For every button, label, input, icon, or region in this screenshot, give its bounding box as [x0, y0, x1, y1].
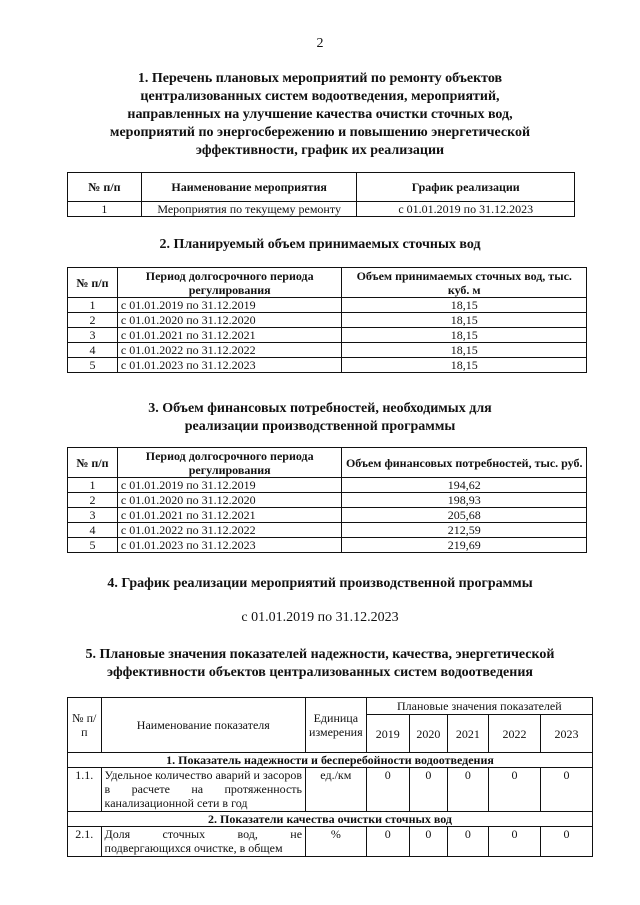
section-2-title-text: 2. Планируемый объем принимаемых сточных вод — [159, 237, 481, 252]
table-row — [68, 508, 587, 523]
cell-period: с 01.01.2021 по 31.12.2021 — [117, 508, 342, 523]
cell-volume: 18,15 — [342, 358, 587, 373]
cell-period: с 01.01.2020 по 31.12.2020 — [117, 493, 342, 508]
group-title: 2. Показатели качества очистки сточных вод — [68, 812, 593, 827]
cell-value: 0 — [409, 827, 447, 857]
section-1-title-line: централизованных систем водоотведения, мероприятий, — [140, 89, 500, 104]
section-3-table — [67, 447, 587, 553]
col-header-unit: Единица измерения — [306, 698, 367, 753]
cell-num: 1.1. — [68, 768, 102, 812]
cell-period: с 01.01.2023 по 31.12.2023 — [117, 358, 342, 373]
col-header-year: 2023 — [541, 715, 593, 753]
table-row — [68, 523, 587, 538]
cell-value: 0 — [447, 827, 488, 857]
col-header-num: № п/п — [68, 448, 118, 478]
table-row — [68, 328, 587, 343]
table-row — [68, 827, 593, 857]
section-1-title — [0, 70, 640, 160]
cell-period: с 01.01.2019 по 31.12.2019 — [117, 298, 342, 313]
cell-unit: % — [306, 827, 367, 857]
cell-period: с 01.01.2022 по 31.12.2022 — [117, 343, 342, 358]
group-row — [68, 812, 593, 827]
cell-volume: 18,15 — [342, 328, 587, 343]
cell-finance: 198,93 — [342, 493, 587, 508]
col-header-name: Наименование показателя — [101, 698, 305, 753]
cell-finance: 194,62 — [342, 478, 587, 493]
section-4-period: с 01.01.2019 по 31.12.2023 — [241, 610, 399, 625]
cell-num: 2 — [68, 313, 118, 328]
col-header-period: Период долгосрочного периода регулирования — [117, 448, 342, 478]
section-5-table — [67, 697, 593, 857]
cell-period: с 01.01.2022 по 31.12.2022 — [117, 523, 342, 538]
table-row — [68, 202, 575, 217]
cell-num: 3 — [68, 328, 118, 343]
section-1-table — [67, 172, 575, 217]
section-5-title — [0, 646, 640, 682]
table-row — [68, 358, 587, 373]
group-title: 1. Показатель надежности и бесперебойности водоотведения — [68, 753, 593, 768]
col-header-name: Наименование мероприятия — [141, 173, 357, 202]
col-header-period: Период долгосрочного периода регулирования — [117, 268, 342, 298]
col-header-num: № п/п — [68, 173, 142, 202]
col-header-num: № п/п — [68, 268, 118, 298]
section-1-title-line: эффективности, график их реализации — [195, 143, 445, 158]
col-header-year: 2021 — [447, 715, 488, 753]
table-row — [68, 343, 587, 358]
section-5-title-line: 5. Плановые значения показателей надежности, качества, энергетической — [85, 647, 555, 662]
col-header-schedule: График реализации — [357, 173, 575, 202]
section-4-title — [0, 575, 640, 593]
table-header-row — [68, 173, 575, 202]
table-row — [68, 768, 593, 812]
cell-value: 0 — [541, 768, 593, 812]
cell-num: 3 — [68, 508, 118, 523]
table-row — [68, 298, 587, 313]
cell-value: 0 — [447, 768, 488, 812]
table-row — [68, 313, 587, 328]
cell-num: 5 — [68, 358, 118, 373]
cell-num: 1 — [68, 478, 118, 493]
cell-finance: 205,68 — [342, 508, 587, 523]
cell-num: 4 — [68, 523, 118, 538]
cell-name: Мероприятия по текущему ремонту — [141, 202, 357, 217]
section-4-title-text: 4. График реализации мероприятий производственной программы — [107, 576, 533, 591]
col-header-year: 2020 — [409, 715, 447, 753]
cell-value: 0 — [366, 827, 409, 857]
cell-name: Доля сточных вод, не подвергающихся очистке, в общем — [101, 827, 305, 857]
cell-num: 1 — [68, 202, 142, 217]
table-header-row — [68, 698, 593, 715]
section-5-title-line: эффективности объектов централизованных систем водоотведения — [107, 665, 533, 680]
table-header-row — [68, 268, 587, 298]
cell-finance: 212,59 — [342, 523, 587, 538]
cell-value: 0 — [366, 768, 409, 812]
section-3-title-line: 3. Объем финансовых потребностей, необходимых для — [148, 401, 492, 416]
cell-value: 0 — [409, 768, 447, 812]
page-number: 2 — [316, 36, 324, 51]
table-row — [68, 478, 587, 493]
table-header-row — [68, 448, 587, 478]
col-header-num: № п/п — [68, 698, 102, 753]
cell-finance: 219,69 — [342, 538, 587, 553]
col-header-year: 2022 — [489, 715, 541, 753]
cell-period: с 01.01.2020 по 31.12.2020 — [117, 313, 342, 328]
section-3-title-line: реализации производственной программы — [184, 419, 456, 434]
cell-num: 2 — [68, 493, 118, 508]
cell-period: с 01.01.2023 по 31.12.2023 — [117, 538, 342, 553]
col-header-volume: Объем принимаемых сточных вод, тыс. куб. м — [342, 268, 587, 298]
cell-num: 5 — [68, 538, 118, 553]
section-1-title-line: мероприятий по энергосбережению и повышению энергетической — [109, 125, 531, 140]
cell-volume: 18,15 — [342, 343, 587, 358]
cell-period: с 01.01.2021 по 31.12.2021 — [117, 328, 342, 343]
cell-volume: 18,15 — [342, 298, 587, 313]
cell-period: с 01.01.2019 по 31.12.2019 — [117, 478, 342, 493]
col-header-year: 2019 — [366, 715, 409, 753]
cell-value: 0 — [489, 768, 541, 812]
col-header-finance: Объем финансовых потребностей, тыс. руб. — [342, 448, 587, 478]
col-header-planned: Плановые значения показателей — [366, 698, 592, 715]
cell-num: 2.1. — [68, 827, 102, 857]
cell-value: 0 — [489, 827, 541, 857]
section-2-table — [67, 267, 587, 373]
cell-schedule: с 01.01.2019 по 31.12.2023 — [357, 202, 575, 217]
section-2-title — [0, 236, 640, 254]
cell-name: Удельное количество аварий и засоров в расчете на протяженность канализационной сети в год — [101, 768, 305, 812]
cell-value: 0 — [541, 827, 593, 857]
cell-num: 4 — [68, 343, 118, 358]
table-row — [68, 493, 587, 508]
section-1-title-line: 1. Перечень плановых мероприятий по ремонту объектов — [137, 71, 503, 86]
cell-num: 1 — [68, 298, 118, 313]
section-3-title — [0, 400, 640, 436]
group-row — [68, 753, 593, 768]
table-row — [68, 538, 587, 553]
cell-unit: ед./км — [306, 768, 367, 812]
section-1-title-line: направленных на улучшение качества очистки сточных вод, — [127, 107, 513, 122]
cell-volume: 18,15 — [342, 313, 587, 328]
